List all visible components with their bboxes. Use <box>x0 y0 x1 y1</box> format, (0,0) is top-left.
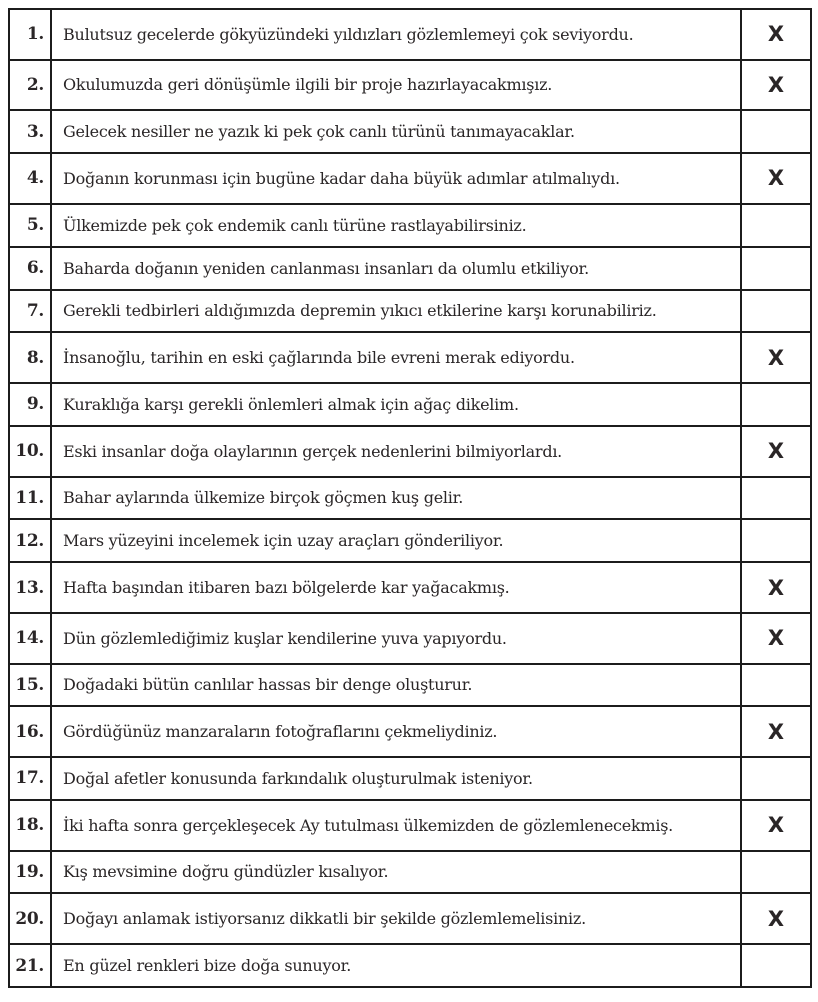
row-mark-x: X <box>741 613 811 664</box>
row-sentence: Hafta başından itibaren bazı bölgelerde kar yağacakmış. <box>51 562 741 613</box>
row-number: 7. <box>9 290 51 333</box>
row-number: 9. <box>9 383 51 426</box>
table-row <box>9 290 811 333</box>
row-sentence: İnsanoğlu, tarihin en eski çağlarında bile evreni merak ediyordu. <box>51 332 741 383</box>
row-mark-cell <box>741 851 811 894</box>
row-mark-x: X <box>741 893 811 944</box>
table-row <box>9 757 811 800</box>
row-mark-x: X <box>741 426 811 477</box>
row-number: 6. <box>9 247 51 290</box>
row-mark-x: X <box>741 60 811 111</box>
row-number: 17. <box>9 757 51 800</box>
row-sentence: İki hafta sonra gerçekleşecek Ay tutulması ülkemizden de gözlemlenecekmiş. <box>51 800 741 851</box>
row-number: 10. <box>9 426 51 477</box>
row-number: 4. <box>9 153 51 204</box>
table-row <box>9 519 811 562</box>
row-mark-cell <box>741 757 811 800</box>
table-row <box>9 706 811 757</box>
sentence-table-body <box>9 9 811 987</box>
table-row <box>9 383 811 426</box>
row-sentence: Gelecek nesiller ne yazık ki pek çok canlı türünü tanımayacaklar. <box>51 110 741 153</box>
row-mark-cell <box>741 519 811 562</box>
row-sentence: Ülkemizde pek çok endemik canlı türüne rastlayabilirsiniz. <box>51 204 741 247</box>
table-row <box>9 426 811 477</box>
row-sentence: Doğayı anlamak istiyorsanız dikkatli bir şekilde gözlemlemelisiniz. <box>51 893 741 944</box>
row-mark-cell <box>741 290 811 333</box>
table-row <box>9 332 811 383</box>
row-number: 5. <box>9 204 51 247</box>
row-sentence: Doğal afetler konusunda farkındalık oluşturulmak isteniyor. <box>51 757 741 800</box>
table-row <box>9 664 811 707</box>
row-mark-x: X <box>741 562 811 613</box>
row-number: 14. <box>9 613 51 664</box>
row-number: 19. <box>9 851 51 894</box>
row-sentence: Doğadaki bütün canlılar hassas bir denge oluşturur. <box>51 664 741 707</box>
row-number: 15. <box>9 664 51 707</box>
row-sentence: Eski insanlar doğa olaylarının gerçek nedenlerini bilmiyorlardı. <box>51 426 741 477</box>
table-row <box>9 9 811 60</box>
table-row <box>9 613 811 664</box>
row-number: 16. <box>9 706 51 757</box>
row-mark-x: X <box>741 800 811 851</box>
row-sentence: Mars yüzeyini incelemek için uzay araçları gönderiliyor. <box>51 519 741 562</box>
row-mark-x: X <box>741 153 811 204</box>
table-row <box>9 477 811 520</box>
row-number: 18. <box>9 800 51 851</box>
table-row <box>9 204 811 247</box>
table-row <box>9 893 811 944</box>
row-number: 13. <box>9 562 51 613</box>
row-mark-x: X <box>741 9 811 60</box>
row-sentence: Bulutsuz gecelerde gökyüzündeki yıldızları gözlemlemeyi çok seviyordu. <box>51 9 741 60</box>
table-row <box>9 153 811 204</box>
row-sentence: Okulumuzda geri dönüşümle ilgili bir proje hazırlayacakmışız. <box>51 60 741 111</box>
row-number: 12. <box>9 519 51 562</box>
row-number: 11. <box>9 477 51 520</box>
row-mark-cell <box>741 477 811 520</box>
row-mark-cell <box>741 664 811 707</box>
row-sentence: Gerekli tedbirleri aldığımızda depremin yıkıcı etkilerine karşı korunabiliriz. <box>51 290 741 333</box>
row-mark-cell <box>741 204 811 247</box>
table-row <box>9 944 811 987</box>
row-mark-cell <box>741 247 811 290</box>
row-sentence: Kış mevsimine doğru gündüzler kısalıyor. <box>51 851 741 894</box>
table-row <box>9 110 811 153</box>
row-sentence: Doğanın korunması için bugüne kadar daha büyük adımlar atılmalıydı. <box>51 153 741 204</box>
table-row <box>9 851 811 894</box>
table-row <box>9 60 811 111</box>
row-number: 1. <box>9 9 51 60</box>
row-mark-cell <box>741 383 811 426</box>
table-row <box>9 800 811 851</box>
row-mark-x: X <box>741 706 811 757</box>
row-sentence: Kuraklığa karşı gerekli önlemleri almak için ağaç dikelim. <box>51 383 741 426</box>
row-mark-cell <box>741 944 811 987</box>
row-number: 20. <box>9 893 51 944</box>
row-sentence: Baharda doğanın yeniden canlanması insanları da olumlu etkiliyor. <box>51 247 741 290</box>
row-sentence: Dün gözlemlediğimiz kuşlar kendilerine yuva yapıyordu. <box>51 613 741 664</box>
row-sentence: Bahar aylarında ülkemize birçok göçmen kuş gelir. <box>51 477 741 520</box>
row-number: 21. <box>9 944 51 987</box>
sentence-table <box>8 8 812 988</box>
row-mark-x: X <box>741 332 811 383</box>
row-number: 2. <box>9 60 51 111</box>
table-row <box>9 247 811 290</box>
row-number: 8. <box>9 332 51 383</box>
table-row <box>9 562 811 613</box>
row-number: 3. <box>9 110 51 153</box>
row-sentence: En güzel renkleri bize doğa sunuyor. <box>51 944 741 987</box>
row-mark-cell <box>741 110 811 153</box>
row-sentence: Gördüğünüz manzaraların fotoğraflarını çekmeliydiniz. <box>51 706 741 757</box>
